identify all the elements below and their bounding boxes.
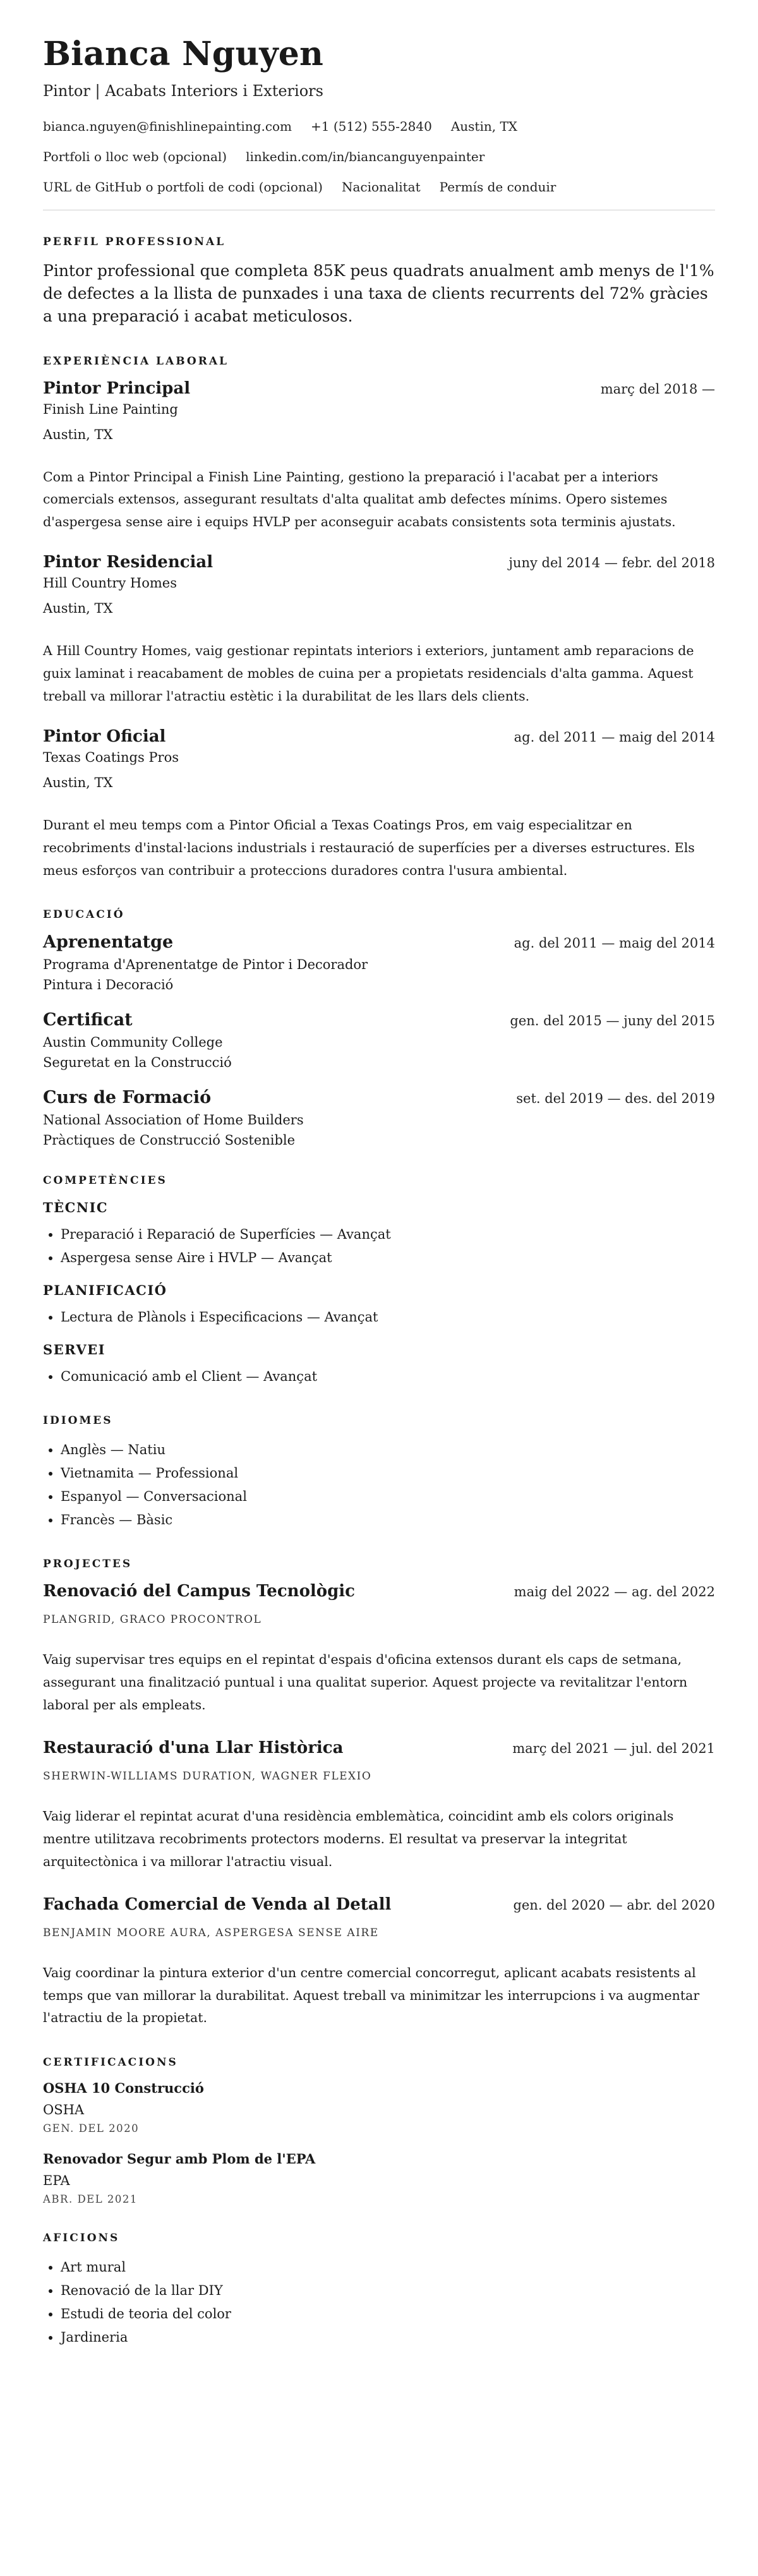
education-field: Pintura i Decoració bbox=[43, 977, 174, 993]
experience-entry bbox=[43, 553, 715, 708]
job-title: Pintor Principal bbox=[43, 378, 191, 398]
job-title: Pintor Residencial bbox=[43, 553, 214, 572]
project-entry bbox=[43, 1738, 715, 1874]
contact-row-extra bbox=[43, 179, 715, 195]
project-name: Restauració d'una Llar Històrica bbox=[43, 1738, 344, 1758]
education-degree: Aprenentatge bbox=[43, 932, 174, 953]
project-description: Vaig liderar el repintat acurat d'una residència emblemàtica, coincidint amb els colors originals mentre utilitzava recobriments protectors moderns. El resultat va preservar la integritat arquitectònica i va millorar l'atractiu visual. bbox=[43, 1809, 674, 1869]
skill-item: • Preparació i Reparació de Superfícies — Avançat bbox=[61, 1223, 715, 1246]
hobby-item: • Art mural bbox=[61, 2256, 715, 2279]
skills-section bbox=[43, 1174, 715, 1388]
education-dates: set. del 2019 — des. del 2019 bbox=[516, 1091, 715, 1107]
email-link[interactable]: bianca.nguyen@finishlinepainting.com bbox=[43, 118, 292, 134]
project-entry bbox=[43, 1582, 715, 1717]
skill-category: TÈCNIC bbox=[43, 1200, 109, 1216]
summary-text: Pintor professional que completa 85K peus quadrats anualment amb menys de l'1% de defectes a la llista de punxades i una taxa de clients recurrents del 72% gràcies a una preparació i acabat meticulosos. bbox=[43, 261, 714, 326]
job-company: Texas Coatings Pros bbox=[43, 749, 179, 765]
candidate-name: Bianca Nguyen bbox=[43, 35, 324, 73]
skill-item: • Comunicació amb el Client — Avançat bbox=[61, 1365, 715, 1388]
language-item: • Anglès — Natiu bbox=[61, 1438, 715, 1462]
certification-date: ABR. DEL 2021 bbox=[43, 2193, 138, 2206]
education-dates: gen. del 2015 — juny del 2015 bbox=[510, 1013, 715, 1029]
job-description: Com a Pintor Principal a Finish Line Painting, gestiono la preparació i l'acabat per a interiors comercials extensos, assegurant resultats d'alta qualitat amb defectes mínims. Opero sistemes d'aspergesa sense aire i equips HVLP per aconseguir acabats consistents sota terminis ajustats. bbox=[43, 469, 676, 530]
education-school: Austin Community College bbox=[43, 1035, 223, 1050]
education-section bbox=[43, 908, 715, 1148]
language-list bbox=[43, 1438, 715, 1531]
job-dates: juny del 2014 — febr. del 2018 bbox=[508, 555, 715, 571]
certifications-section bbox=[43, 2056, 715, 2205]
hobby-item: • Estudi de teoria del color bbox=[61, 2302, 715, 2326]
languages-heading: IDIOMES bbox=[43, 1414, 113, 1428]
certifications-heading: CERTIFICACIONS bbox=[43, 2056, 178, 2069]
certification-issuer: EPA bbox=[43, 2173, 70, 2189]
github-link[interactable]: URL de GitHub o portfoli de codi (opcional) bbox=[43, 179, 323, 195]
hobby-list bbox=[43, 2256, 715, 2349]
project-description: Vaig supervisar tres equips en el repintat d'espais d'oficina extensos durant els caps de setmana, assegurant una finalització puntual i una qualitat superior. Aquest projecte va revitalitzar l'entorn laboral per als empleats. bbox=[43, 1652, 688, 1713]
project-tech: BENJAMIN MOORE AURA, ASPERGESA SENSE AIRE bbox=[43, 1926, 379, 1939]
summary-heading: PERFIL PROFESSIONAL bbox=[43, 235, 226, 248]
job-dates: març del 2018 — bbox=[600, 381, 715, 397]
languages-section bbox=[43, 1414, 715, 1531]
experience-entry bbox=[43, 379, 715, 534]
job-location: Austin, TX bbox=[43, 601, 113, 617]
project-name: Renovació del Campus Tecnològic bbox=[43, 1582, 356, 1601]
job-location: Austin, TX bbox=[43, 426, 113, 442]
education-entry bbox=[43, 1088, 715, 1148]
project-dates: març del 2021 — jul. del 2021 bbox=[512, 1741, 715, 1757]
skill-list bbox=[43, 1306, 715, 1329]
project-dates: maig del 2022 — ag. del 2022 bbox=[514, 1584, 715, 1600]
location-text: Austin, TX bbox=[450, 118, 518, 134]
hobby-item: • Jardineria bbox=[61, 2326, 715, 2349]
job-title: Pintor Oficial bbox=[43, 726, 166, 746]
certification-entry bbox=[43, 2080, 715, 2134]
project-tech: PLANGRID, GRACO PROCONTROL bbox=[43, 1613, 262, 1627]
hobby-item: • Renovació de la llar DIY bbox=[61, 2279, 715, 2302]
summary-section bbox=[43, 236, 715, 328]
certification-issuer: OSHA bbox=[43, 2102, 85, 2118]
candidate-headline: Pintor | Acabats Interiors i Exteriors bbox=[43, 81, 323, 100]
experience-heading: EXPERIÈNCIA LABORAL bbox=[43, 354, 229, 368]
job-company: Hill Country Homes bbox=[43, 575, 177, 591]
education-degree: Certificat bbox=[43, 1010, 133, 1030]
education-dates: ag. del 2011 — maig del 2014 bbox=[514, 936, 715, 951]
skill-category: SERVEI bbox=[43, 1341, 105, 1357]
project-dates: gen. del 2020 — abr. del 2020 bbox=[513, 1897, 715, 1913]
skill-item: • Aspergesa sense Aire i HVLP — Avançat bbox=[61, 1246, 715, 1270]
certification-entry bbox=[43, 2151, 715, 2205]
skill-list bbox=[43, 1365, 715, 1388]
nationality-text: Nacionalitat bbox=[341, 179, 421, 195]
job-description: Durant el meu temps com a Pintor Oficial a Texas Coatings Pros, em vaig especialitzar en recobriments d'instal·lacions industrials i restauració de superfícies per a diverses estructures. Els meus esforços van contribuir a proteccions duradores contra l'usura ambiental. bbox=[43, 817, 695, 878]
skill-category: PLANIFICACIÓ bbox=[43, 1282, 167, 1298]
language-item: • Espanyol — Conversacional bbox=[61, 1485, 715, 1508]
job-location: Austin, TX bbox=[43, 774, 113, 790]
education-heading: EDUCACIÓ bbox=[43, 908, 125, 922]
certification-name: Renovador Segur amb Plom de l'EPA bbox=[43, 2151, 316, 2167]
contact-row-primary bbox=[43, 119, 715, 134]
education-school: Programa d'Aprenentatge de Pintor i Decorador bbox=[43, 957, 368, 973]
education-entry bbox=[43, 932, 715, 992]
hobbies-section bbox=[43, 2232, 715, 2349]
projects-section bbox=[43, 1558, 715, 2030]
project-entry bbox=[43, 1895, 715, 2030]
license-text: Permís de conduir bbox=[439, 179, 556, 195]
certification-date: GEN. DEL 2020 bbox=[43, 2122, 140, 2135]
skills-heading: COMPETÈNCIES bbox=[43, 1174, 167, 1188]
linkedin-link[interactable]: linkedin.com/in/biancanguyenpainter bbox=[246, 148, 485, 164]
certification-name: OSHA 10 Construcció bbox=[43, 2080, 204, 2097]
hobbies-heading: AFICIONS bbox=[43, 2232, 120, 2245]
resume-header bbox=[43, 35, 715, 195]
phone-number[interactable]: +1 (512) 555-2840 bbox=[311, 118, 432, 134]
education-field: Pràctiques de Construcció Sostenible bbox=[43, 1133, 296, 1148]
skill-list bbox=[43, 1223, 715, 1270]
language-item: • Francès — Bàsic bbox=[61, 1508, 715, 1532]
project-description: Vaig coordinar la pintura exterior d'un centre comercial concorregut, aplicant acabats resistents al temps que van millorar la durabilitat. Aquest treball va minimitzar les interrupcions i va augmentar l'atractiu de la propietat. bbox=[43, 1965, 700, 2026]
skill-item: • Lectura de Plànols i Especificacions — Avançat bbox=[61, 1306, 715, 1329]
contact-row-links bbox=[43, 149, 715, 164]
project-tech: SHERWIN-WILLIAMS DURATION, WAGNER FLEXIO bbox=[43, 1770, 372, 1783]
projects-heading: PROJECTES bbox=[43, 1558, 133, 1571]
language-item: • Vietnamita — Professional bbox=[61, 1462, 715, 1485]
job-description: A Hill Country Homes, vaig gestionar repintats interiors i exteriors, juntament amb reparacions de guix laminat i reacabament de mobles de cuina per a propietats residencials d'alta gamma. Aquest treball va millorar l'atractiu estètic i la durabilitat de les llars dels clients. bbox=[43, 643, 694, 704]
experience-entry bbox=[43, 727, 715, 882]
education-entry bbox=[43, 1010, 715, 1070]
job-company: Finish Line Painting bbox=[43, 401, 178, 417]
education-degree: Curs de Formació bbox=[43, 1088, 212, 1108]
experience-section bbox=[43, 355, 715, 882]
portfolio-link[interactable]: Portfoli o lloc web (opcional) bbox=[43, 148, 227, 164]
job-dates: ag. del 2011 — maig del 2014 bbox=[514, 729, 715, 745]
project-name: Fachada Comercial de Venda al Detall bbox=[43, 1894, 392, 1914]
education-school: National Association of Home Builders bbox=[43, 1112, 304, 1128]
education-field: Seguretat en la Construcció bbox=[43, 1055, 232, 1071]
